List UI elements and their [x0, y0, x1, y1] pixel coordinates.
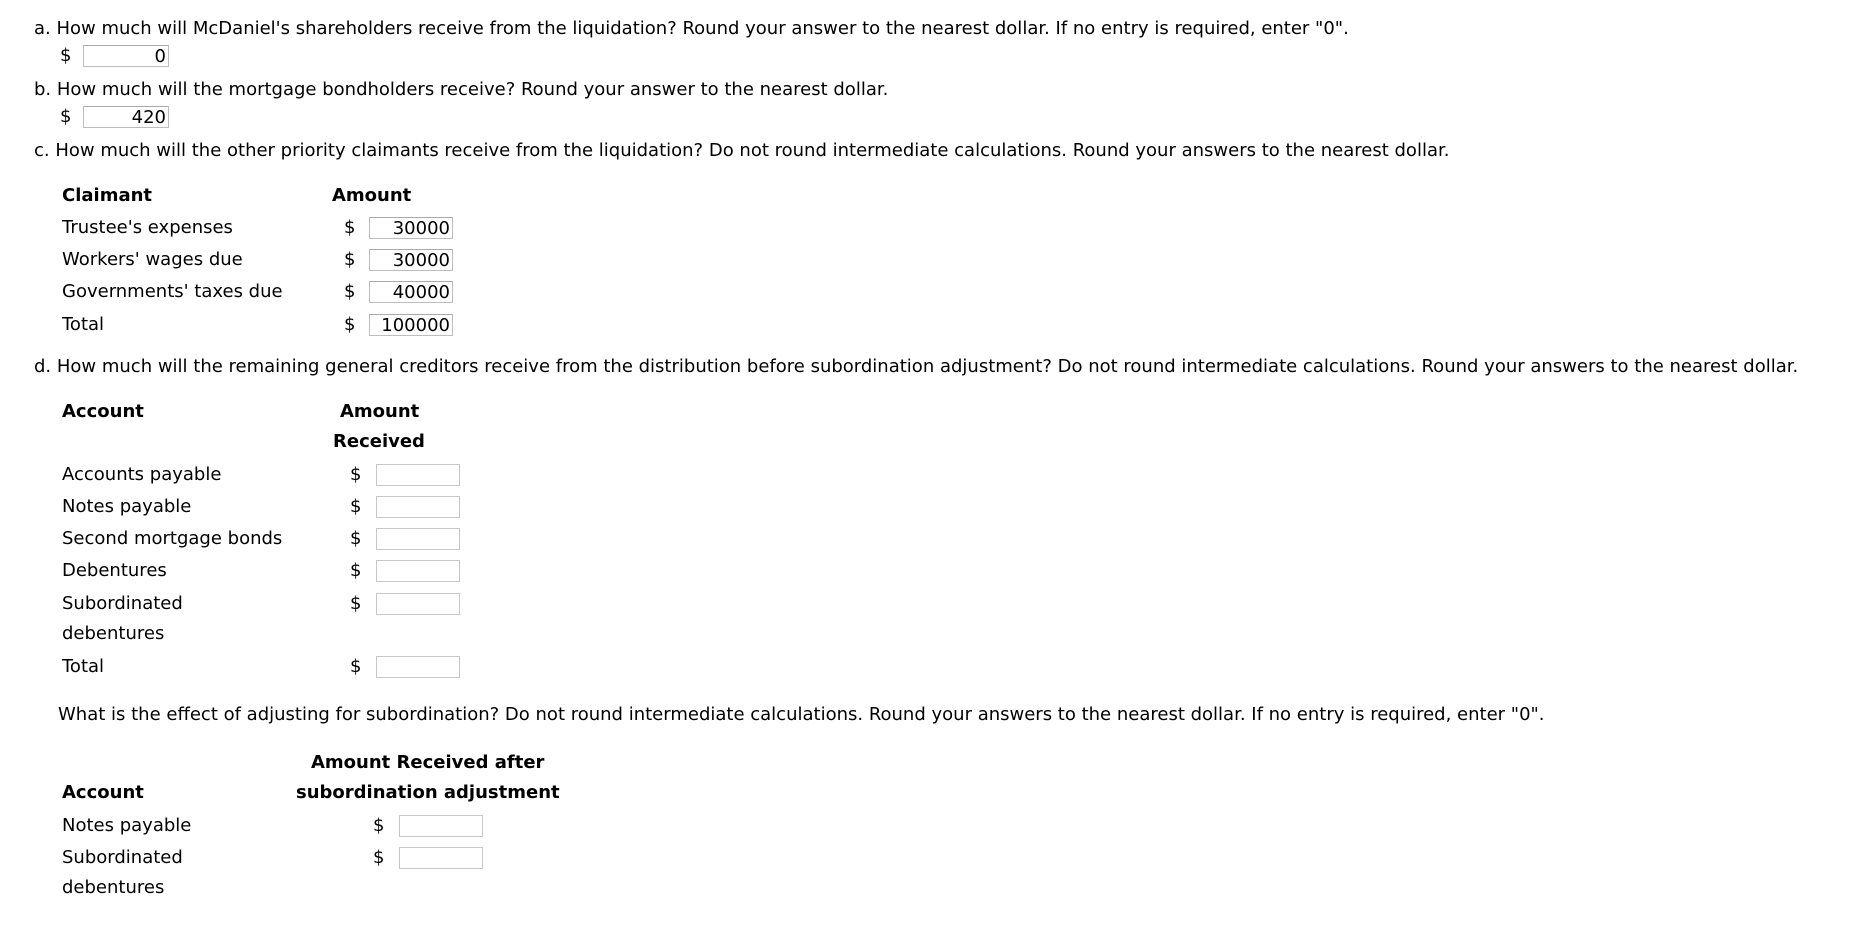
notes-payable-input[interactable] [376, 496, 460, 518]
column-header-claimant: Claimant [62, 185, 153, 206]
trustee-expenses-input[interactable] [369, 217, 453, 239]
currency-symbol: $ [60, 106, 72, 127]
currency-symbol: $ [344, 314, 356, 335]
claimant-label: Total [62, 314, 105, 335]
priority-total-input[interactable] [369, 314, 453, 336]
claimant-label: Workers' wages due [62, 249, 243, 270]
currency-symbol: $ [350, 464, 362, 485]
general-creditors-total-input[interactable] [376, 656, 460, 678]
account-label: debentures [62, 623, 165, 644]
currency-symbol: $ [350, 560, 362, 581]
workers-wages-input[interactable] [369, 249, 453, 271]
currency-symbol: $ [350, 593, 362, 614]
subordinated-debentures-input[interactable] [376, 593, 460, 615]
currency-symbol: $ [344, 281, 356, 302]
account-label: Notes payable [62, 815, 192, 836]
claimant-label: Trustee's expenses [62, 217, 233, 238]
column-header-amount: Amount [340, 401, 420, 422]
currency-symbol: $ [60, 45, 72, 66]
account-label: Subordinated [62, 847, 183, 868]
account-label: Second mortgage bonds [62, 528, 283, 549]
second-mortgage-bonds-input[interactable] [376, 528, 460, 550]
column-header-subordination-adjustment: subordination adjustment [296, 782, 560, 803]
currency-symbol: $ [350, 528, 362, 549]
claimant-label: Governments' taxes due [62, 281, 283, 302]
column-header-account: Account [62, 782, 144, 803]
currency-symbol: $ [350, 656, 362, 677]
question-a-text: a. How much will McDaniel's shareholders receive from the liquidation? Round your answer to the nearest dollar. If no entry is required, enter "0". [34, 18, 1349, 39]
question-d-text: d. How much will the remaining general creditors receive from the distribution before subordination adjustment? Do not round intermediate calculations. Round your answers to the nearest dollar. [34, 356, 1799, 377]
account-label: Notes payable [62, 496, 192, 517]
accounts-payable-input[interactable] [376, 464, 460, 486]
debentures-input[interactable] [376, 560, 460, 582]
account-label: Subordinated [62, 593, 183, 614]
bondholders-amount-input[interactable] [83, 106, 169, 128]
notes-payable-adjusted-input[interactable] [399, 815, 483, 837]
question-subordination-text: What is the effect of adjusting for subordination? Do not round intermediate calculations. Round your answers to the nearest dollar. If no entry is required, enter "0". [58, 704, 1545, 725]
column-header-amount: Amount [332, 185, 412, 206]
currency-symbol: $ [373, 847, 385, 868]
currency-symbol: $ [344, 217, 356, 238]
currency-symbol: $ [344, 249, 356, 270]
column-header-account: Account [62, 401, 144, 422]
government-taxes-input[interactable] [369, 281, 453, 303]
currency-symbol: $ [350, 496, 362, 517]
account-label: Total [62, 656, 105, 677]
account-label: Accounts payable [62, 464, 222, 485]
currency-symbol: $ [373, 815, 385, 836]
column-header-received: Received [333, 431, 425, 452]
account-label: Debentures [62, 560, 167, 581]
account-label: debentures [62, 877, 165, 898]
shareholders-amount-input[interactable] [83, 45, 169, 67]
question-b-text: b. How much will the mortgage bondholders receive? Round your answer to the nearest dollar. [34, 79, 889, 100]
subordinated-debentures-adjusted-input[interactable] [399, 847, 483, 869]
question-c-text: c. How much will the other priority claimants receive from the liquidation? Do not round intermediate calculations. Round your answers to the nearest dollar. [34, 140, 1450, 161]
column-header-amount-after: Amount Received after [311, 752, 545, 773]
